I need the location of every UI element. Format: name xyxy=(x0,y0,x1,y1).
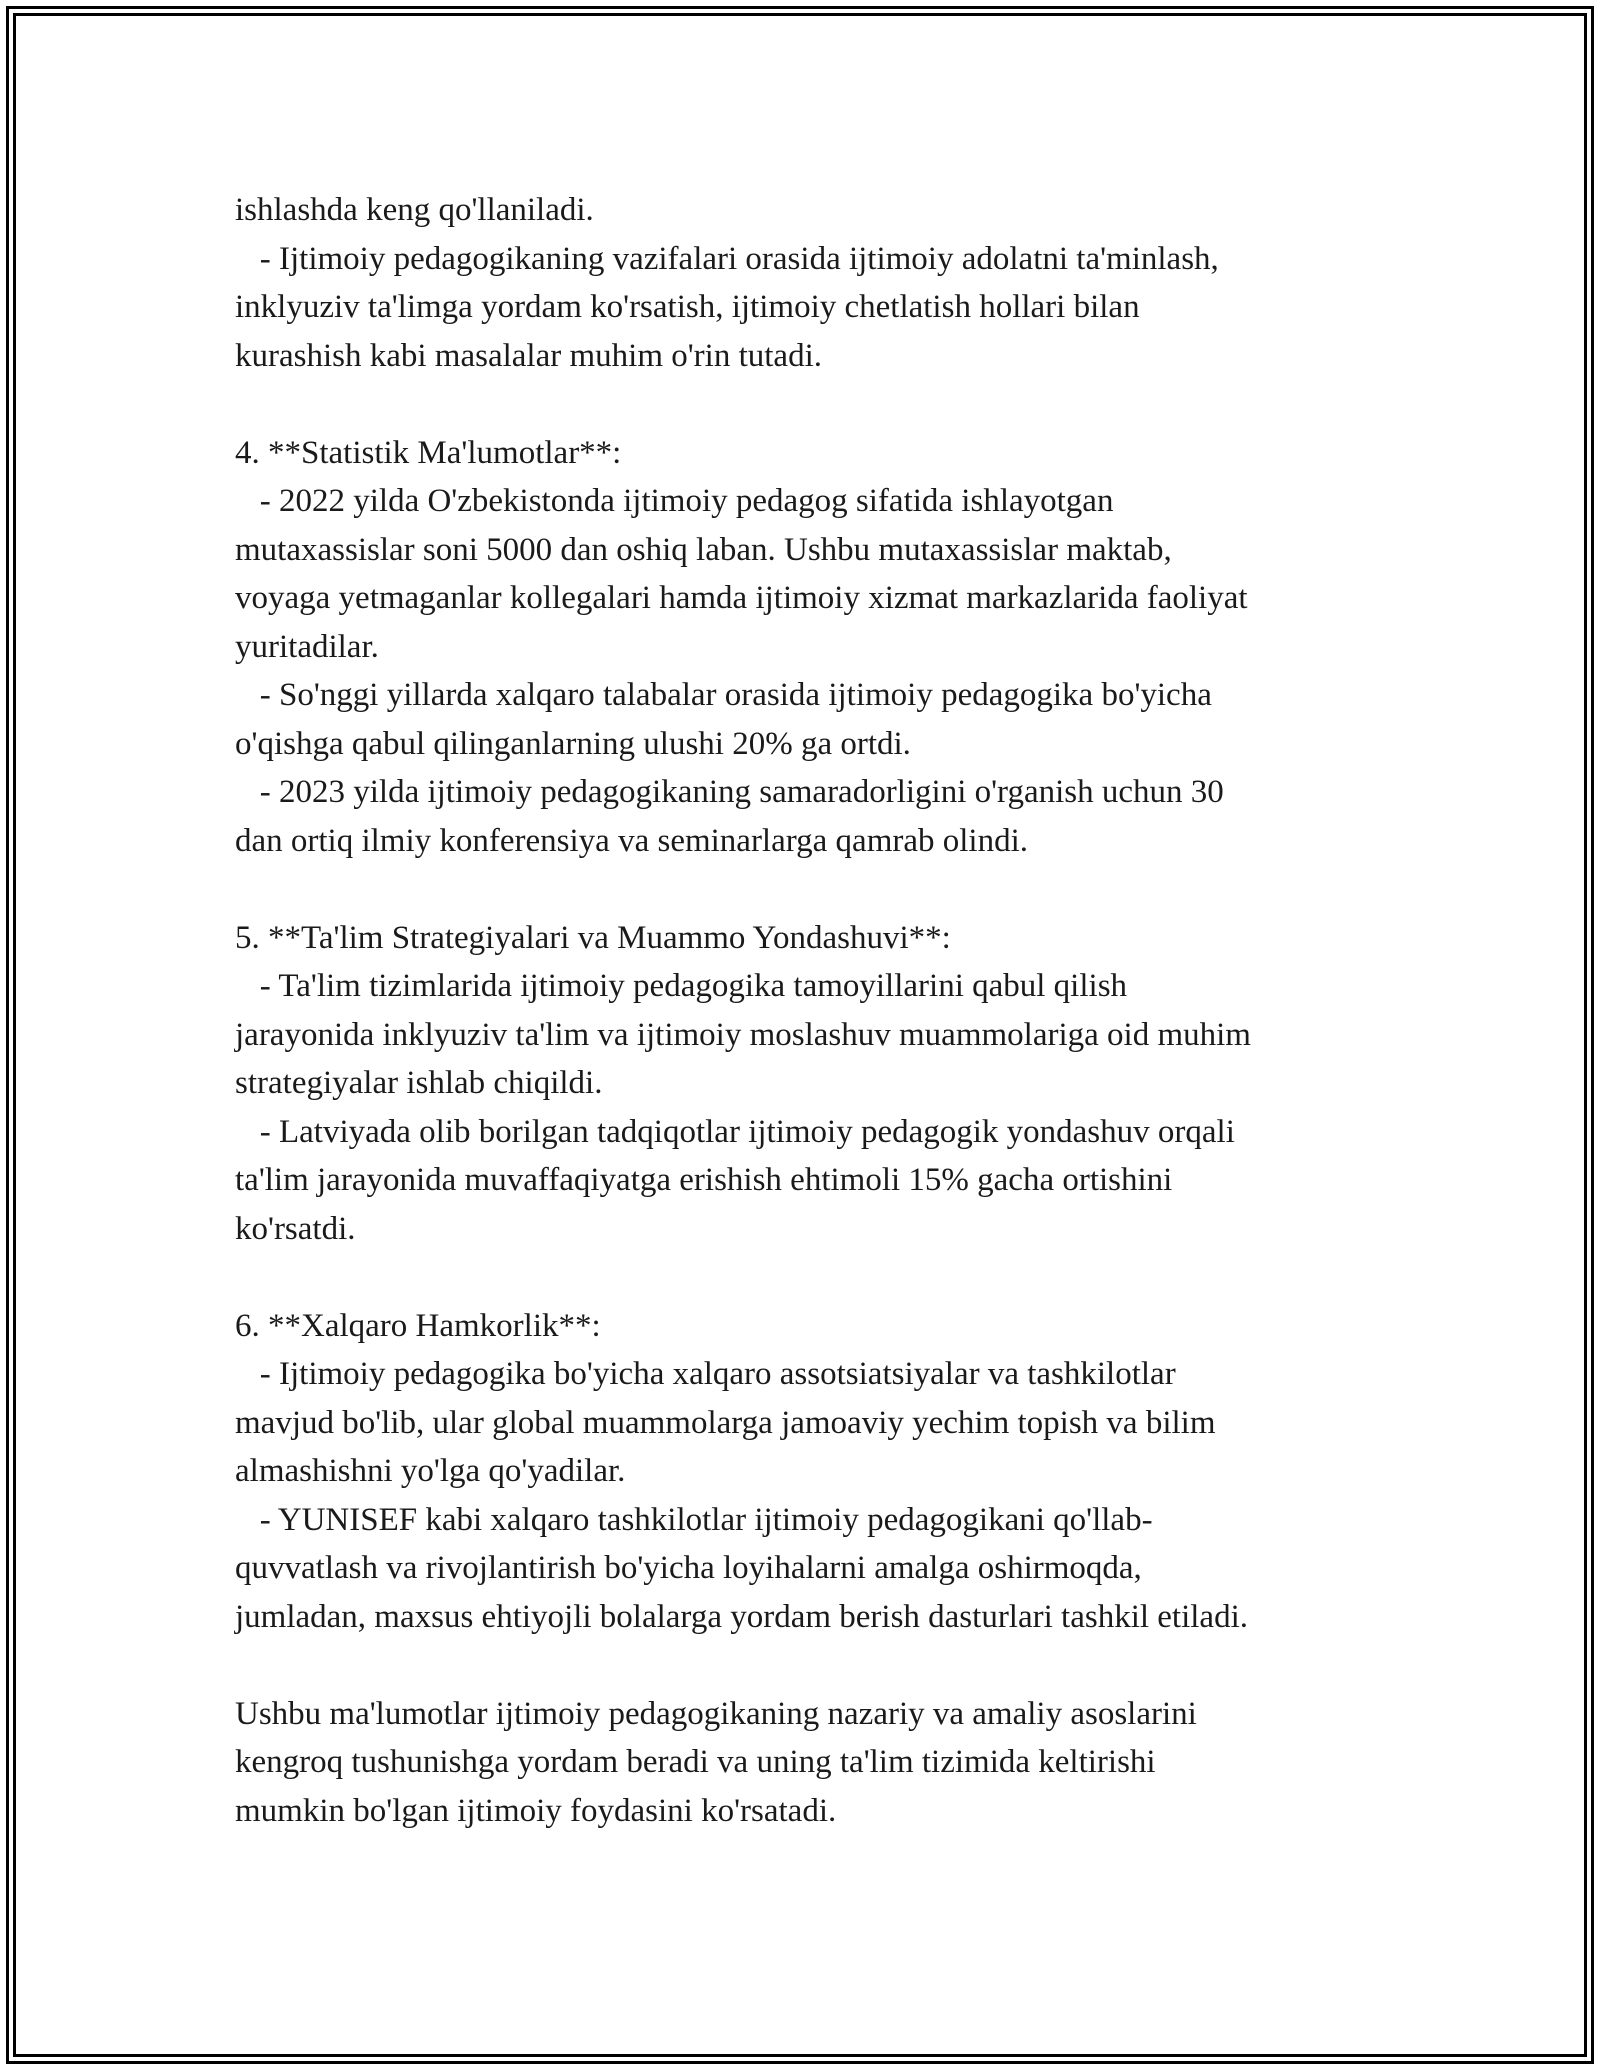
document-body xyxy=(235,186,1435,1835)
list-item-text-line: - Ta'lim tizimlarida ijtimoiy pedagogika tamoyillarini qabul qilish xyxy=(235,968,1128,1004)
text-line: ta'lim jarayonida muvaffaqiyatga erishish ehtimoli 15% gacha ortishini xyxy=(235,1162,1173,1198)
section-heading-statistik: 4. **Statistik Ma'lumotlar**: xyxy=(235,434,622,471)
text-line: dan ortiq ilmiy konferensiya va seminarlarga qamrab olindi. xyxy=(235,822,1028,859)
conclusion-text-line: kengroq tushunishga yordam beradi va uning ta'lim tizimida keltirishi xyxy=(235,1744,1156,1780)
blank-line xyxy=(235,1641,1435,1690)
text-line: mavjud bo'lib, ular global muammolarga jamoaviy yechim topish va bilim xyxy=(235,1404,1216,1441)
list-item-text-line: - 2022 yilda O'zbekistonda ijtimoiy pedagog sifatida ishlayotgan xyxy=(235,483,1114,519)
text-line: jarayonida inklyuziv ta'lim va ijtimoiy moslashuv muammolariga oid muhim xyxy=(235,1016,1251,1053)
text-line: mutaxassislar soni 5000 dan oshiq laban. Ushbu mutaxassislar maktab, xyxy=(235,531,1172,568)
text-line: jumladan, maxsus ehtiyojli bolalarga yordam berish dasturlari tashkil etiladi. xyxy=(235,1598,1248,1635)
text-line: inklyuziv ta'limga yordam ko'rsatish, ijtimoiy chetlatish hollari bilan xyxy=(235,289,1140,325)
list-item-text-line: - Latviyada olib borilgan tadqiqotlar ijtimoiy pedagogik yondashuv orqali xyxy=(235,1113,1235,1150)
text-line: almashishni yo'lga qo'yadilar. xyxy=(235,1453,626,1489)
section-heading-talim-strategiyalari: 5. **Ta'lim Strategiyalari va Muammo Yondashuvi**: xyxy=(235,919,951,956)
list-item-text-line: - 2023 yilda ijtimoiy pedagogikaning samaradorligini o'rganish uchun 30 xyxy=(235,774,1224,810)
list-item-text-line: - YUNISEF kabi xalqaro tashkilotlar ijtimoiy pedagogikani qo'llab- xyxy=(235,1501,1153,1538)
text-line: o'qishga qabul qilinganlarning ulushi 20% ga ortdi. xyxy=(235,725,911,762)
text-line: kurashish kabi masalalar muhim o'rin tutadi. xyxy=(235,337,822,374)
text-line: strategiyalar ishlab chiqildi. xyxy=(235,1065,603,1101)
text-line: ko'rsatdi. xyxy=(235,1210,356,1247)
section-heading-xalqaro-hamkorlik: 6. **Xalqaro Hamkorlik**: xyxy=(235,1307,601,1344)
list-item-text-line: - Ijtimoiy pedagogikaning vazifalari orasida ijtimoiy adolatni ta'minlash, xyxy=(235,240,1219,277)
text-line: voyaga yetmaganlar kollegalari hamda ijtimoiy xizmat markazlarida faoliyat xyxy=(235,580,1248,616)
blank-line xyxy=(235,865,1435,914)
list-item-text-line: - Ijtimoiy pedagogika bo'yicha xalqaro assotsiatsiyalar va tashkilotlar xyxy=(235,1356,1176,1392)
text-line: ishlashda keng qo'llaniladi. xyxy=(235,192,594,228)
list-item-text-line: - So'nggi yillarda xalqaro talabalar orasida ijtimoiy pedagogika bo'yicha xyxy=(235,677,1212,713)
text-line: quvvatlash va rivojlantirish bo'yicha loyihalarni amalga oshirmoqda, xyxy=(235,1550,1142,1586)
blank-line xyxy=(235,380,1435,429)
blank-line xyxy=(235,1253,1435,1302)
conclusion-text-line: Ushbu ma'lumotlar ijtimoiy pedagogikaning nazariy va amaliy asoslarini xyxy=(235,1695,1197,1732)
text-line: yuritadilar. xyxy=(235,628,379,665)
conclusion-text-line: mumkin bo'lgan ijtimoiy foydasini ko'rsatadi. xyxy=(235,1792,837,1829)
